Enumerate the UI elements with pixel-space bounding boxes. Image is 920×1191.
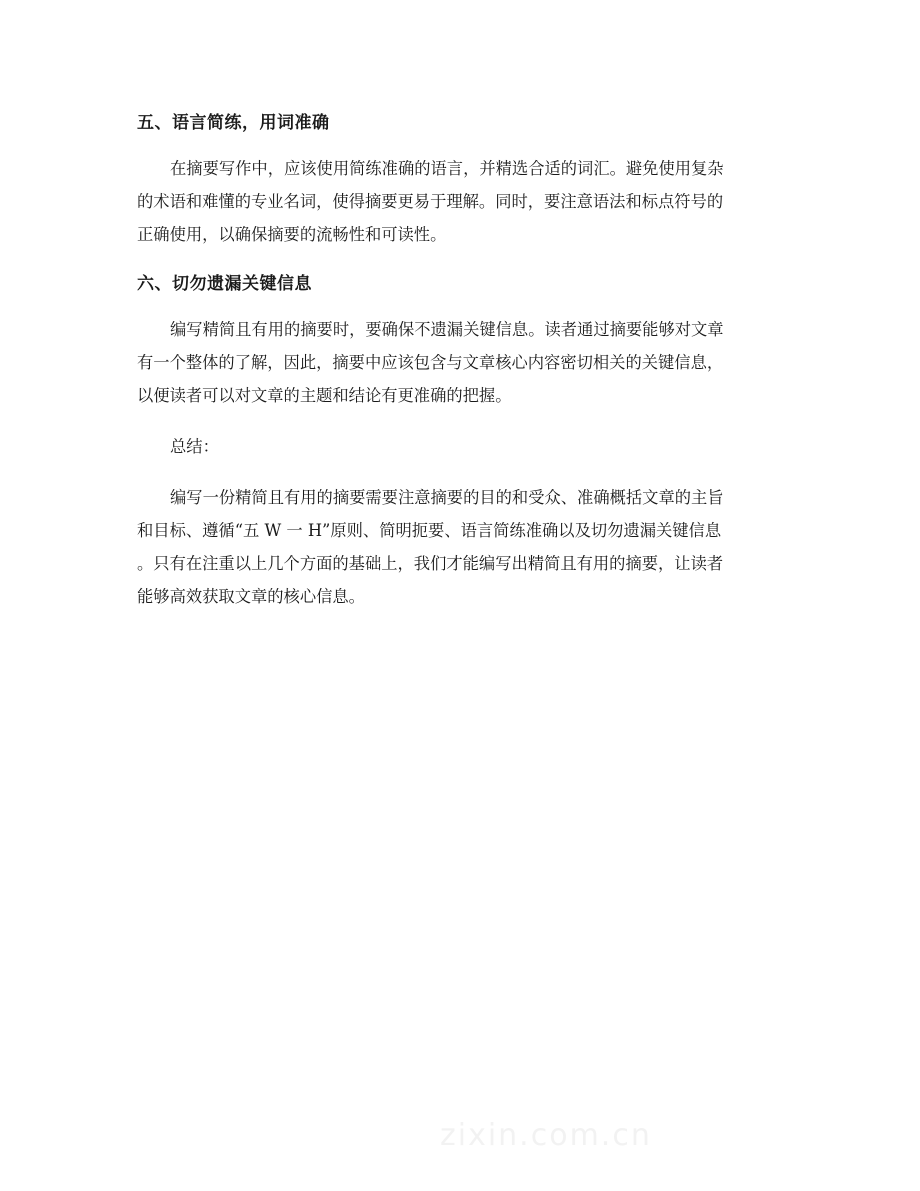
section-6-paragraph	[137, 313, 785, 412]
paragraph-line: 和目标、遵循“五 W 一 H”原则、简明扼要、语言简练准确以及切勿遗漏关键信息	[137, 521, 722, 540]
section-5-paragraph	[137, 152, 785, 251]
watermark: zixin.com.cn	[440, 1118, 652, 1153]
summary-label: 总结：	[170, 437, 219, 456]
paragraph-line: 正确使用，以确保摘要的流畅性和可读性。	[137, 225, 447, 244]
paragraph-line: 能够高效获取文章的核心信息。	[137, 587, 365, 606]
paragraph-line: 编写精简且有用的摘要时，要确保不遗漏关键信息。读者通过摘要能够对文章	[170, 320, 724, 339]
paragraph-line: 以便读者可以对文章的主题和结论有更准确的把握。	[137, 386, 512, 405]
summary-paragraph	[137, 481, 785, 613]
paragraph-line: 的术语和难懂的专业名词，使得摘要更易于理解。同时，要注意语法和标点符号的	[137, 192, 724, 211]
paragraph-line: 有一个整体的了解，因此，摘要中应该包含与文章核心内容密切相关的关键信息，	[137, 353, 724, 372]
section-6-heading: 六、切勿遗漏关键信息	[137, 274, 312, 294]
section-5-heading: 五、语言简练，用词准确	[137, 113, 330, 133]
paragraph-line: 。只有在注重以上几个方面的基础上，我们才能编写出精简且有用的摘要，让读者	[137, 554, 724, 573]
document-content	[137, 108, 785, 631]
paragraph-line: 编写一份精简且有用的摘要需要注意摘要的目的和受众、准确概括文章的主旨	[170, 488, 724, 507]
paragraph-line: 在摘要写作中，应该使用简练准确的语言，并精选合适的词汇。避免使用复杂	[170, 159, 724, 178]
